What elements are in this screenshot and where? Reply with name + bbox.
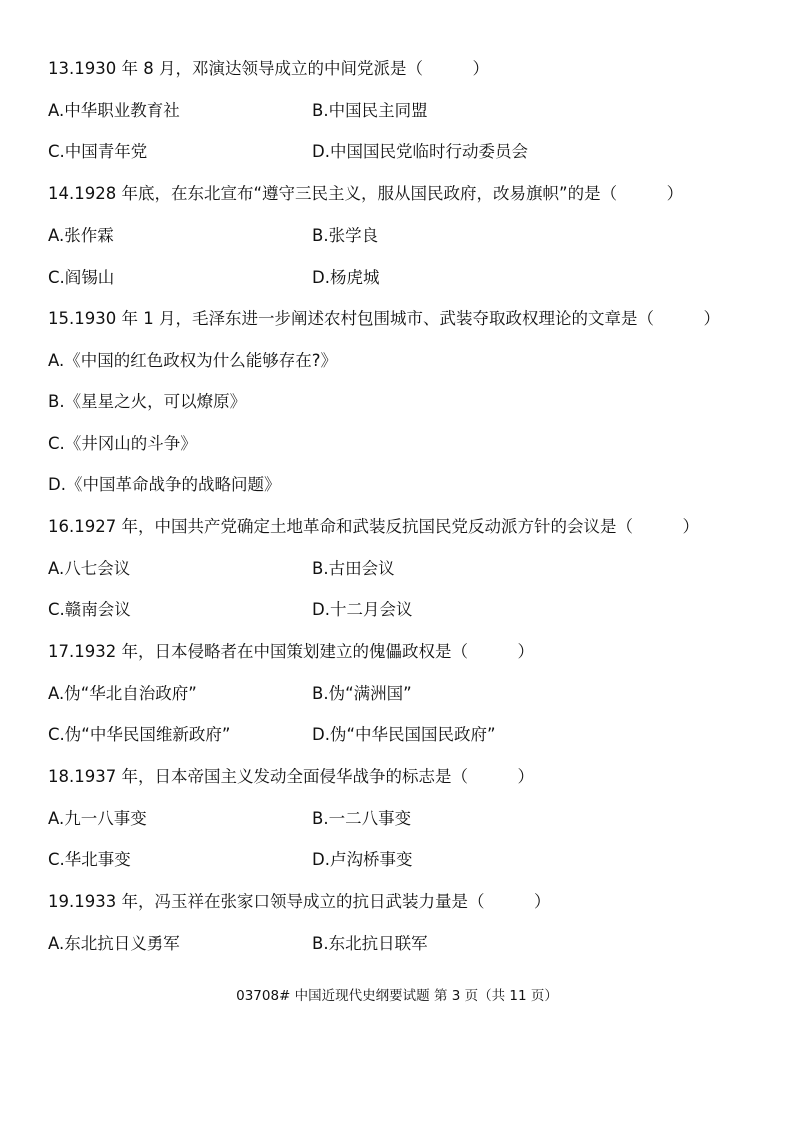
question-16-options-row-2 <box>48 599 413 621</box>
question-14-option-b: B.张学良 <box>312 226 379 245</box>
question-13-options-row-2 <box>48 141 528 163</box>
question-18-option-d: D.卢沟桥事变 <box>312 850 413 869</box>
question-13-option-d: D.中国国民党临时行动委员会 <box>312 142 528 161</box>
question-13-option-a: A.中华职业教育社 <box>48 101 180 120</box>
question-14-options-row-2 <box>48 267 380 289</box>
question-17-option-c: C.伪“中华民国维新政府” <box>48 725 231 744</box>
question-15-option-b: B.《星星之火，可以燎原》 <box>48 392 247 411</box>
question-18-option-c: C.华北事变 <box>48 850 131 869</box>
question-13-stem: 13.1930 年 8 月，邓演达领导成立的中间党派是（ ） <box>48 59 489 78</box>
question-15-stem: 15.1930 年 1 月，毛泽东进一步阐述农村包围城市、武装夺取政权理论的文章是（ ） <box>48 309 720 328</box>
question-16-option-a: A.八七会议 <box>48 559 131 578</box>
question-16-option-b: B.古田会议 <box>312 559 395 578</box>
question-13-options-row-1 <box>48 100 428 122</box>
question-17-option-d: D.伪“中华民国国民政府” <box>312 725 496 744</box>
question-19-stem: 19.1933 年，冯玉祥在张家口领导成立的抗日武装力量是（ ） <box>48 892 551 911</box>
question-14-options-row-1 <box>48 225 379 247</box>
question-19-option-b: B.东北抗日联军 <box>312 934 428 953</box>
question-15-option-c: C.《井冈山的斗争》 <box>48 434 197 453</box>
question-14-stem: 14.1928 年底，在东北宣布“遵守三民主义，服从国民政府，改易旗帜”的是（ ） <box>48 184 684 203</box>
question-16-stem: 16.1927 年，中国共产党确定土地革命和武装反抗国民党反动派方针的会议是（ ） <box>48 517 699 536</box>
question-18-option-a: A.九一八事变 <box>48 809 147 828</box>
question-14-option-c: C.阎锡山 <box>48 268 115 287</box>
question-14-option-a: A.张作霖 <box>48 226 114 245</box>
question-16-option-d: D.十二月会议 <box>312 600 413 619</box>
question-17-stem: 17.1932 年，日本侵略者在中国策划建立的傀儡政权是（ ） <box>48 642 534 661</box>
question-17-option-b: B.伪“满洲国” <box>312 684 412 703</box>
question-13-option-c: C.中国青年党 <box>48 142 148 161</box>
question-18-option-b: B.一二八事变 <box>312 809 412 828</box>
question-18-options-row-2 <box>48 849 413 871</box>
question-15-option-a: A.《中国的红色政权为什么能够存在?》 <box>48 351 337 370</box>
page-footer: 03708# 中国近现代史纲要试题 第 3 页（共 11 页） <box>236 988 558 1004</box>
question-17-options-row-2 <box>48 724 496 746</box>
question-16-option-c: C.赣南会议 <box>48 600 131 619</box>
question-17-options-row-1 <box>48 683 412 705</box>
question-17-option-a: A.伪“华北自治政府” <box>48 684 197 703</box>
question-15-option-d: D.《中国革命战争的战略问题》 <box>48 475 281 494</box>
question-14-option-d: D.杨虎城 <box>312 268 380 287</box>
question-19-option-a: A.东北抗日义勇军 <box>48 934 180 953</box>
question-18-stem: 18.1937 年，日本帝国主义发动全面侵华战争的标志是（ ） <box>48 767 534 786</box>
question-16-options-row-1 <box>48 558 395 580</box>
question-18-options-row-1 <box>48 808 412 830</box>
question-19-options-row-1 <box>48 933 428 955</box>
question-13-option-b: B.中国民主同盟 <box>312 101 428 120</box>
